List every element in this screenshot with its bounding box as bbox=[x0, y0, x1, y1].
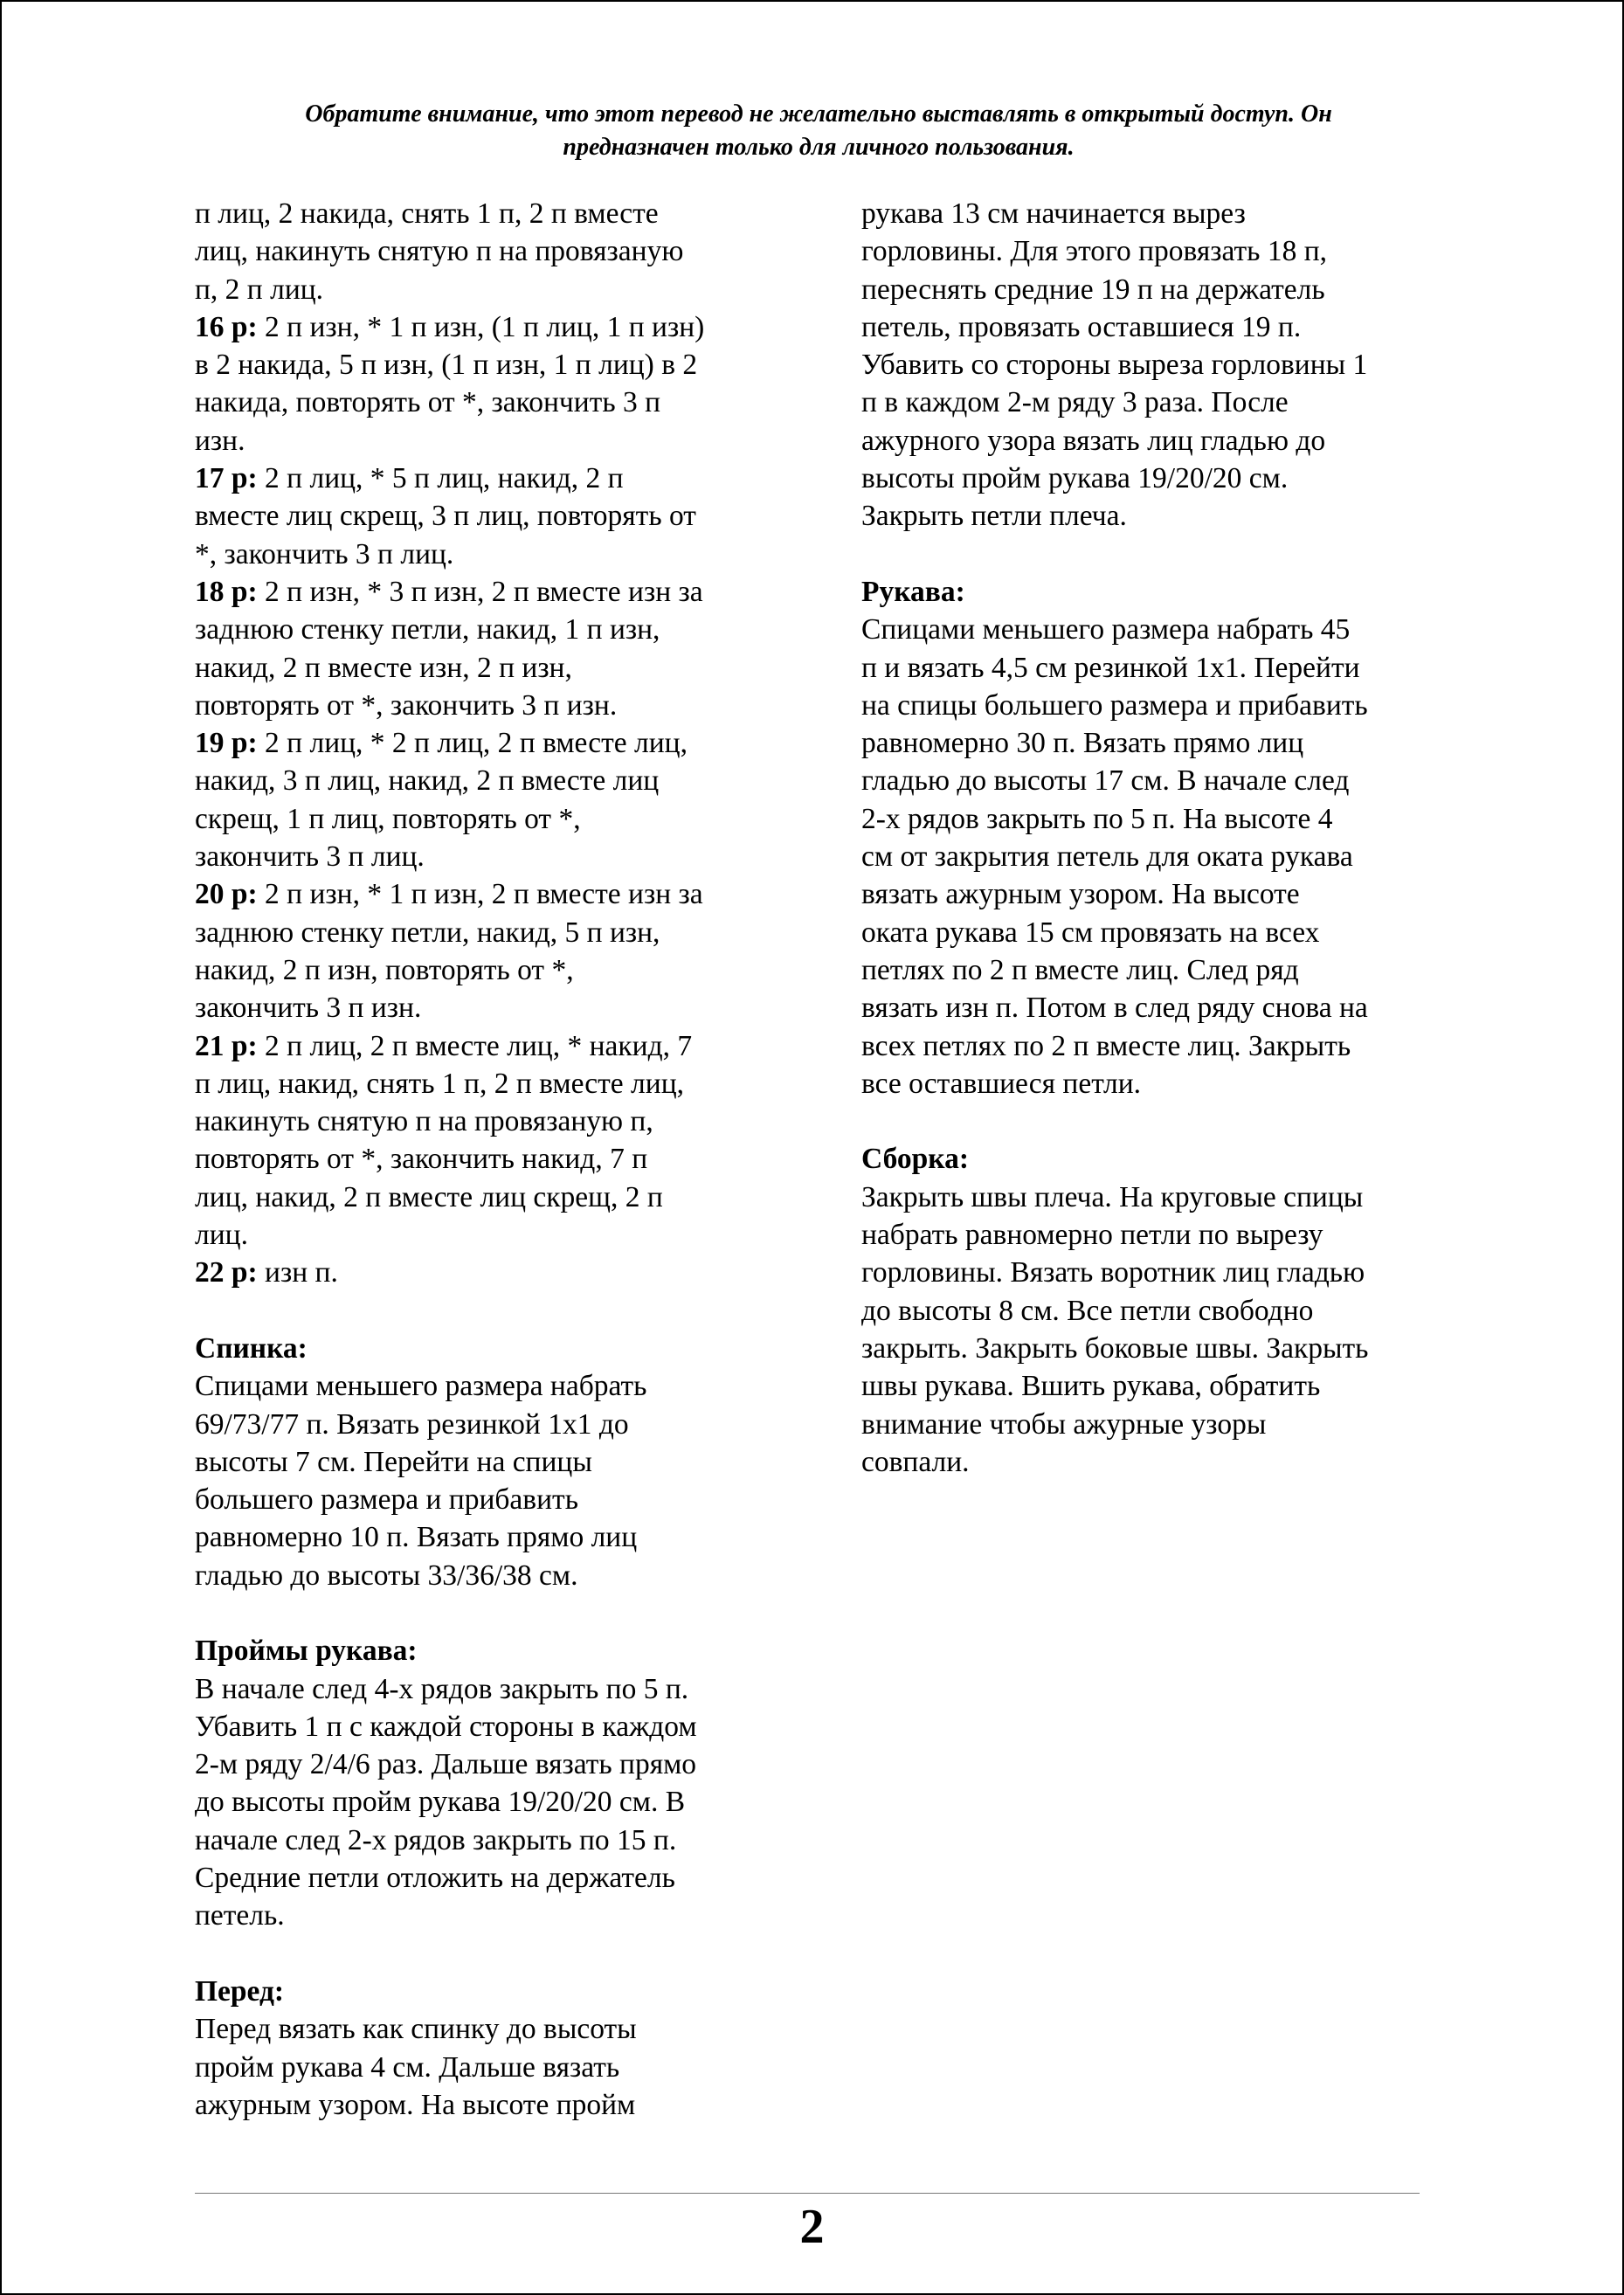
text-line: *, закончить 3 п лиц. bbox=[195, 537, 454, 570]
text-line: заднюю стенку петли, накид, 5 п изн, bbox=[195, 916, 660, 949]
row-20-instructions bbox=[195, 875, 824, 1027]
sleeves-section bbox=[861, 573, 1490, 1103]
text-line: п, 2 п лиц. bbox=[195, 273, 324, 306]
text-line: на спицы большего размера и прибавить bbox=[861, 688, 1368, 722]
text-line: накида, повторять от *, закончить 3 п bbox=[195, 386, 661, 419]
text-line: петель, провязать оставшиеся 19 п. bbox=[861, 310, 1302, 343]
text-line: петель. bbox=[195, 1899, 285, 1932]
page-number: 2 bbox=[799, 2200, 825, 2254]
row-17-instructions bbox=[195, 460, 824, 573]
text-line: набрать равномерно петли по вырезу bbox=[861, 1219, 1323, 1252]
text-line: 2 п изн, * 3 п изн, 2 п вместе изн за bbox=[257, 575, 703, 608]
text-line: равномерно 30 п. Вязать прямо лиц bbox=[861, 727, 1304, 760]
section-heading: Перед: bbox=[195, 1974, 285, 2008]
text-line: вместе лиц скрещ, 3 п лиц, повторять от bbox=[195, 500, 696, 533]
row-label: 16 р: bbox=[195, 310, 258, 343]
text-line: изн. bbox=[195, 424, 245, 457]
text-line: ажурным узором. На высоте пройм bbox=[195, 2088, 636, 2121]
text-line: Убавить 1 п с каждой стороны в каждом bbox=[195, 1710, 697, 1743]
row-label: 21 р: bbox=[195, 1029, 258, 1062]
text-line: до высоты 8 см. Все петли свободно bbox=[861, 1294, 1314, 1327]
text-line: в 2 накида, 5 п изн, (1 п изн, 1 п лиц) в 2 bbox=[195, 349, 698, 382]
row-label: 20 р: bbox=[195, 878, 258, 911]
paragraph-gap bbox=[861, 536, 1490, 573]
text-line: п лиц, 2 накида, снять 1 п, 2 п вместе bbox=[195, 197, 659, 230]
text-line: швы рукава. Вшить рукава, обратить bbox=[861, 1370, 1321, 1403]
text-line: 69/73/77 п. Вязать резинкой 1х1 до bbox=[195, 1407, 629, 1441]
text-line: скрещ, 1 п лиц, повторять от *, bbox=[195, 802, 581, 835]
armholes-section bbox=[195, 1632, 824, 1934]
front-continuation bbox=[861, 195, 1490, 536]
text-line: накид, 2 п вместе изн, 2 п изн, bbox=[195, 651, 572, 684]
text-line: накинуть снятую п на провязаную п, bbox=[195, 1105, 653, 1138]
text-line: Спицами меньшего размера набрать bbox=[195, 1370, 647, 1403]
section-heading: Проймы рукава: bbox=[195, 1635, 418, 1668]
paragraph-gap bbox=[195, 1594, 824, 1632]
text-line: 2 п изн, * 1 п изн, (1 п лиц, 1 п изн) bbox=[257, 310, 705, 343]
back-section bbox=[195, 1330, 824, 1594]
front-section bbox=[195, 1973, 824, 2124]
text-line: все оставшиеся петли. bbox=[861, 1067, 1142, 1100]
paragraph-gap bbox=[195, 1292, 824, 1330]
text-line: 2 п лиц, * 2 п лиц, 2 п вместе лиц, bbox=[257, 727, 688, 760]
row-label: 22 р: bbox=[195, 1256, 258, 1289]
left-column bbox=[195, 195, 824, 2124]
text-line: Закрыть петли плеча. bbox=[861, 500, 1127, 533]
section-heading: Спинка: bbox=[195, 1331, 308, 1365]
text-line: Спицами меньшего размера набрать 45 bbox=[861, 613, 1351, 646]
text-line: равномерно 10 п. Вязать прямо лиц bbox=[195, 1521, 638, 1554]
text-line: начале след 2-х рядов закрыть по 15 п. bbox=[195, 1823, 677, 1856]
text-line: п и вязать 4,5 см резинкой 1х1. Перейти bbox=[861, 651, 1360, 684]
text-line: Средние петли отложить на держатель bbox=[195, 1862, 675, 1895]
text-line: лиц, накинуть снятую п на провязаную bbox=[195, 235, 684, 268]
text-line: лиц, накид, 2 п вместе лиц скрещ, 2 п bbox=[195, 1180, 663, 1213]
row-16-instructions bbox=[195, 308, 824, 460]
text-line: изн п. bbox=[257, 1256, 338, 1289]
text-line: высоты пройм рукава 19/20/20 см. bbox=[861, 462, 1289, 495]
text-line: внимание чтобы ажурные узоры bbox=[861, 1407, 1267, 1441]
text-line: Перед вязать как спинку до высоты bbox=[195, 2013, 637, 2046]
text-line: Закрыть швы плеча. На круговые спицы bbox=[861, 1180, 1364, 1213]
text-line: рукава 13 см начинается вырез bbox=[861, 197, 1246, 230]
text-line: 2-м ряду 2/4/6 раз. Дальше вязать прямо bbox=[195, 1748, 697, 1781]
text-line: вязать ажурным узором. На высоте bbox=[861, 878, 1300, 911]
row-label: 17 р: bbox=[195, 462, 258, 495]
text-line: накид, 3 п лиц, накид, 2 п вместе лиц bbox=[195, 764, 660, 798]
text-line: 2 п лиц, 2 п вместе лиц, * накид, 7 bbox=[257, 1029, 693, 1062]
notice-line: Обратите внимание, что этот перевод не желательно выставлять в открытый доступ. Он bbox=[305, 100, 1332, 128]
paragraph-gap bbox=[861, 1103, 1490, 1140]
text-line: закончить 3 п изн. bbox=[195, 992, 422, 1025]
row-18-instructions bbox=[195, 573, 824, 724]
row-label: 18 р: bbox=[195, 575, 258, 608]
text-line: лиц. bbox=[195, 1219, 248, 1252]
footer-divider bbox=[195, 2193, 1420, 2194]
text-line: ажурного узора вязать лиц гладью до bbox=[861, 424, 1326, 457]
text-line: высоты 7 см. Перейти на спицы bbox=[195, 1445, 592, 1478]
row-label: 19 р: bbox=[195, 727, 258, 760]
text-line: вязать изн п. Потом в след ряду снова на bbox=[861, 992, 1368, 1025]
text-line: 2 п изн, * 1 п изн, 2 п вместе изн за bbox=[257, 878, 703, 911]
text-line: закончить 3 п лиц. bbox=[195, 840, 425, 874]
text-line: совпали. bbox=[861, 1445, 970, 1478]
text-line: закрыть. Закрыть боковые швы. Закрыть bbox=[861, 1331, 1369, 1365]
row-21-instructions bbox=[195, 1027, 824, 1255]
text-line: горловины. Для этого провязать 18 п, bbox=[861, 235, 1327, 268]
copyright-notice bbox=[176, 98, 1461, 164]
text-line: горловины. Вязать воротник лиц гладью bbox=[861, 1256, 1365, 1289]
text-line: см от закрытия петель для оката рукава bbox=[861, 840, 1353, 874]
text-line: гладью до высоты 17 см. В начале след bbox=[861, 764, 1350, 798]
text-line: оката рукава 15 см провязать на всех bbox=[861, 916, 1320, 949]
text-line: петлях по 2 п вместе лиц. След ряд bbox=[861, 953, 1299, 986]
section-heading: Рукава: bbox=[861, 575, 965, 608]
assembly-section bbox=[861, 1140, 1490, 1481]
notice-line: предназначен только для личного пользования. bbox=[563, 134, 1075, 161]
text-line: В начале след 4-х рядов закрыть по 5 п. bbox=[195, 1672, 689, 1705]
text-line: Убавить со стороны выреза горловины 1 bbox=[861, 349, 1368, 382]
row-19-instructions bbox=[195, 724, 824, 875]
right-column bbox=[861, 195, 1490, 1481]
text-line: переснять средние 19 п на держатель bbox=[861, 273, 1325, 306]
text-line: п в каждом 2-м ряду 3 раза. После bbox=[861, 386, 1289, 419]
text-line: повторять от *, закончить накид, 7 п bbox=[195, 1143, 648, 1176]
text-line: заднюю стенку петли, накид, 1 п изн, bbox=[195, 613, 660, 646]
text-line: п лиц, накид, снять 1 п, 2 п вместе лиц, bbox=[195, 1067, 684, 1100]
text-line: большего размера и прибавить bbox=[195, 1483, 578, 1517]
row-15-continuation bbox=[195, 195, 824, 308]
text-line: гладью до высоты 33/36/38 см. bbox=[195, 1559, 578, 1592]
row-22-instructions bbox=[195, 1254, 824, 1291]
text-line: повторять от *, закончить 3 п изн. bbox=[195, 688, 618, 722]
text-line: 2 п лиц, * 5 п лиц, накид, 2 п bbox=[257, 462, 624, 495]
section-heading: Сборка: bbox=[861, 1143, 969, 1176]
text-line: пройм рукава 4 см. Дальше вязать bbox=[195, 2050, 620, 2084]
text-line: всех петлях по 2 п вместе лиц. Закрыть bbox=[861, 1029, 1351, 1062]
paragraph-gap bbox=[195, 1935, 824, 1973]
text-line: до высоты пройм рукава 19/20/20 см. В bbox=[195, 1786, 686, 1819]
text-line: накид, 2 п изн, повторять от *, bbox=[195, 953, 574, 986]
text-line: 2-х рядов закрыть по 5 п. На высоте 4 bbox=[861, 802, 1333, 835]
